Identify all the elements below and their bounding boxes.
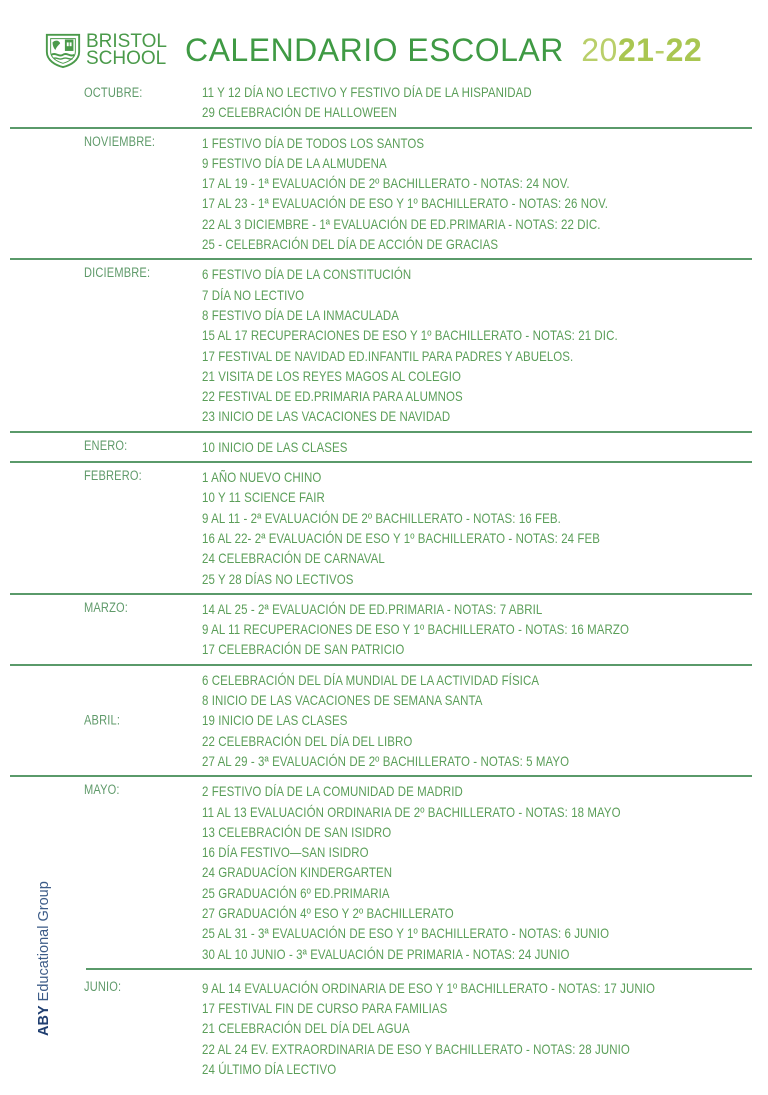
title-main: CALENDARIO ESCOLAR: [184, 31, 564, 68]
event-item: 27 AL 29 - 3ª EVALUACIÓN DE 2º BACHILLERATO - NOTAS: 5 MAYO: [202, 752, 570, 769]
event-item: 1 AÑO NUEVO CHINO: [202, 469, 322, 486]
event-item: 22 AL 24 EV. EXTRAORDINARIA DE ESO Y BACHILLERATO - NOTAS: 28 JUNIO: [202, 1040, 630, 1057]
event-item: 22 CELEBRACIÓN DEL DÍA DEL LIBRO: [202, 732, 413, 749]
event-item: 9 AL 14 EVALUACIÓN ORDINARIA DE ESO Y 1º BACHILLERATO - NOTAS: 17 JUNIO: [202, 979, 655, 996]
event-item: 23 INICIO DE LAS VACACIONES DE NAVIDAD: [202, 408, 451, 425]
month-label: MARZO:: [84, 599, 129, 615]
event-item: 11 AL 13 EVALUACIÓN ORDINARIA DE 2º BACHILLERATO - NOTAS: 18 MAYO: [202, 803, 621, 820]
logo-line-2: SCHOOL: [86, 48, 167, 69]
school-crest-icon: [44, 31, 82, 69]
month-label: JUNIO:: [84, 978, 122, 994]
month-january: [10, 433, 752, 463]
event-item: 14 AL 25 - 2ª EVALUACIÓN DE ED.PRIMARIA - NOTAS: 7 ABRIL: [202, 600, 543, 617]
month-october: [10, 80, 752, 129]
event-item: 16 DÍA FESTIVO—SAN ISIDRO: [202, 844, 369, 861]
event-item: 8 INICIO DE LAS VACACIONES DE SEMANA SANTA: [202, 692, 483, 709]
event-item: 9 AL 11 - 2ª EVALUACIÓN DE 2º BACHILLERATO - NOTAS: 16 FEB.: [202, 509, 561, 526]
event-item: 25 - CELEBRACIÓN DEL DÍA DE ACCIÓN DE GRACIAS: [202, 236, 499, 253]
event-item: 25 GRADUACIÓN 6º ED.PRIMARIA: [202, 884, 390, 901]
logo-line-1: BRISTOL: [86, 31, 167, 52]
month-february: [10, 463, 752, 595]
event-item: 21 VISITA DE LOS REYES MAGOS AL COLEGIO: [202, 367, 462, 384]
year-suffix: 22: [665, 31, 703, 68]
month-label: NOVIEMBRE:: [84, 133, 156, 149]
year-prefix: 20: [581, 31, 618, 68]
month-label: ABRIL:: [84, 712, 121, 728]
event-item: 21 CELEBRACIÓN DEL DÍA DEL AGUA: [202, 1020, 410, 1037]
event-item: 25 AL 31 - 3ª EVALUACIÓN DE ESO Y 1º BACHILLERATO - NOTAS: 6 JUNIO: [202, 925, 610, 942]
event-item: 9 FESTIVO DÍA DE LA ALMUDENA: [202, 154, 387, 171]
month-june: [10, 974, 752, 1083]
event-item: 10 Y 11 SCIENCE FAIR: [202, 489, 325, 506]
event-item: 1 FESTIVO DÍA DE TODOS LOS SANTOS: [202, 134, 425, 151]
event-item: 22 FESTIVAL DE ED.PRIMARIA PARA ALUMNOS: [202, 388, 463, 405]
event-item: 17 FESTIVAL FIN DE CURSO PARA FAMILIAS: [202, 1000, 448, 1017]
event-item: 17 CELEBRACIÓN DE SAN PATRICIO: [202, 641, 405, 658]
month-may: [10, 777, 752, 974]
month-march: [10, 595, 752, 666]
month-november: [10, 129, 752, 261]
event-item: 2 FESTIVO DÍA DE LA COMUNIDAD DE MADRID: [202, 783, 463, 800]
event-item: 16 AL 22- 2ª EVALUACIÓN DE ESO Y 1º BACHILLERATO - NOTAS: 24 FEB: [202, 529, 600, 546]
page-title: [185, 32, 702, 69]
calendar-list: [10, 80, 752, 1083]
event-item: 24 ÚLTIMO DÍA LECTIVO: [202, 1061, 337, 1078]
event-item: 8 FESTIVO DÍA DE LA INMACULADA: [202, 306, 400, 323]
brand-bold: ABY: [36, 1005, 52, 1036]
school-logo-text: [86, 33, 167, 67]
event-item: 17 AL 19 - 1ª EVALUACIÓN DE 2º BACHILLERATO - NOTAS: 24 NOV.: [202, 175, 570, 192]
event-item: 9 AL 11 RECUPERACIONES DE ESO Y 1º BACHILLERATO - NOTAS: 16 MARZO: [202, 621, 629, 638]
event-item: 24 CELEBRACIÓN DE CARNAVAL: [202, 550, 385, 567]
event-item: 17 FESTIVAL DE NAVIDAD ED.INFANTIL PARA PADRES Y ABUELOS.: [202, 347, 574, 364]
month-label: ENERO:: [84, 437, 128, 453]
event-item: 30 AL 10 JUNIO - 3ª EVALUACIÓN DE PRIMARIA - NOTAS: 24 JUNIO: [202, 945, 570, 962]
month-label: DICIEMBRE:: [84, 265, 151, 281]
event-item: 27 GRADUACIÓN 4º ESO Y 2º BACHILLERATO: [202, 904, 454, 921]
year-bold: 21: [617, 31, 655, 68]
event-item: 7 DÍA NO LECTIVO: [202, 286, 305, 303]
month-april: [10, 666, 752, 777]
event-item: 29 CELEBRACIÓN DE HALLOWEEN: [202, 104, 397, 121]
event-item: 19 INICIO DE LAS CLASES: [202, 712, 348, 729]
month-label: FEBRERO:: [84, 468, 142, 484]
brand-rest: Educational Group: [36, 881, 52, 1006]
year-dash: -: [654, 31, 666, 68]
event-item: 17 AL 23 - 1ª EVALUACIÓN DE ESO Y 1º BACHILLERATO - NOTAS: 26 NOV.: [202, 195, 609, 212]
event-item: 11 Y 12 DÍA NO LECTIVO Y FESTIVO DÍA DE LA HISPANIDAD: [202, 84, 532, 100]
event-item: 25 Y 28 DÍAS NO LECTIVOS: [202, 570, 354, 587]
event-item: 13 CELEBRACIÓN DE SAN ISIDRO: [202, 823, 392, 840]
event-item: 6 FESTIVO DÍA DE LA CONSTITUCIÓN: [202, 266, 412, 283]
aby-educational-group-brand: [36, 881, 52, 1036]
divider: [86, 968, 752, 970]
event-item: 15 AL 17 RECUPERACIONES DE ESO Y 1º BACHILLERATO - NOTAS: 21 DIC.: [202, 327, 618, 344]
month-label: MAYO:: [84, 782, 120, 798]
event-item: 24 GRADUACÍON KINDERGARTEN: [202, 864, 393, 881]
event-item: 6 CELEBRACIÓN DEL DÍA MUNDIAL DE LA ACTIVIDAD FÍSICA: [202, 671, 540, 688]
month-label: OCTUBRE:: [84, 85, 143, 100]
page-header: [44, 28, 702, 72]
event-item: 22 AL 3 DICIEMBRE - 1ª EVALUACIÓN DE ED.PRIMARIA - NOTAS: 22 DIC.: [202, 215, 601, 232]
event-item: 10 INICIO DE LAS CLASES: [202, 438, 348, 455]
month-december: [10, 260, 752, 432]
